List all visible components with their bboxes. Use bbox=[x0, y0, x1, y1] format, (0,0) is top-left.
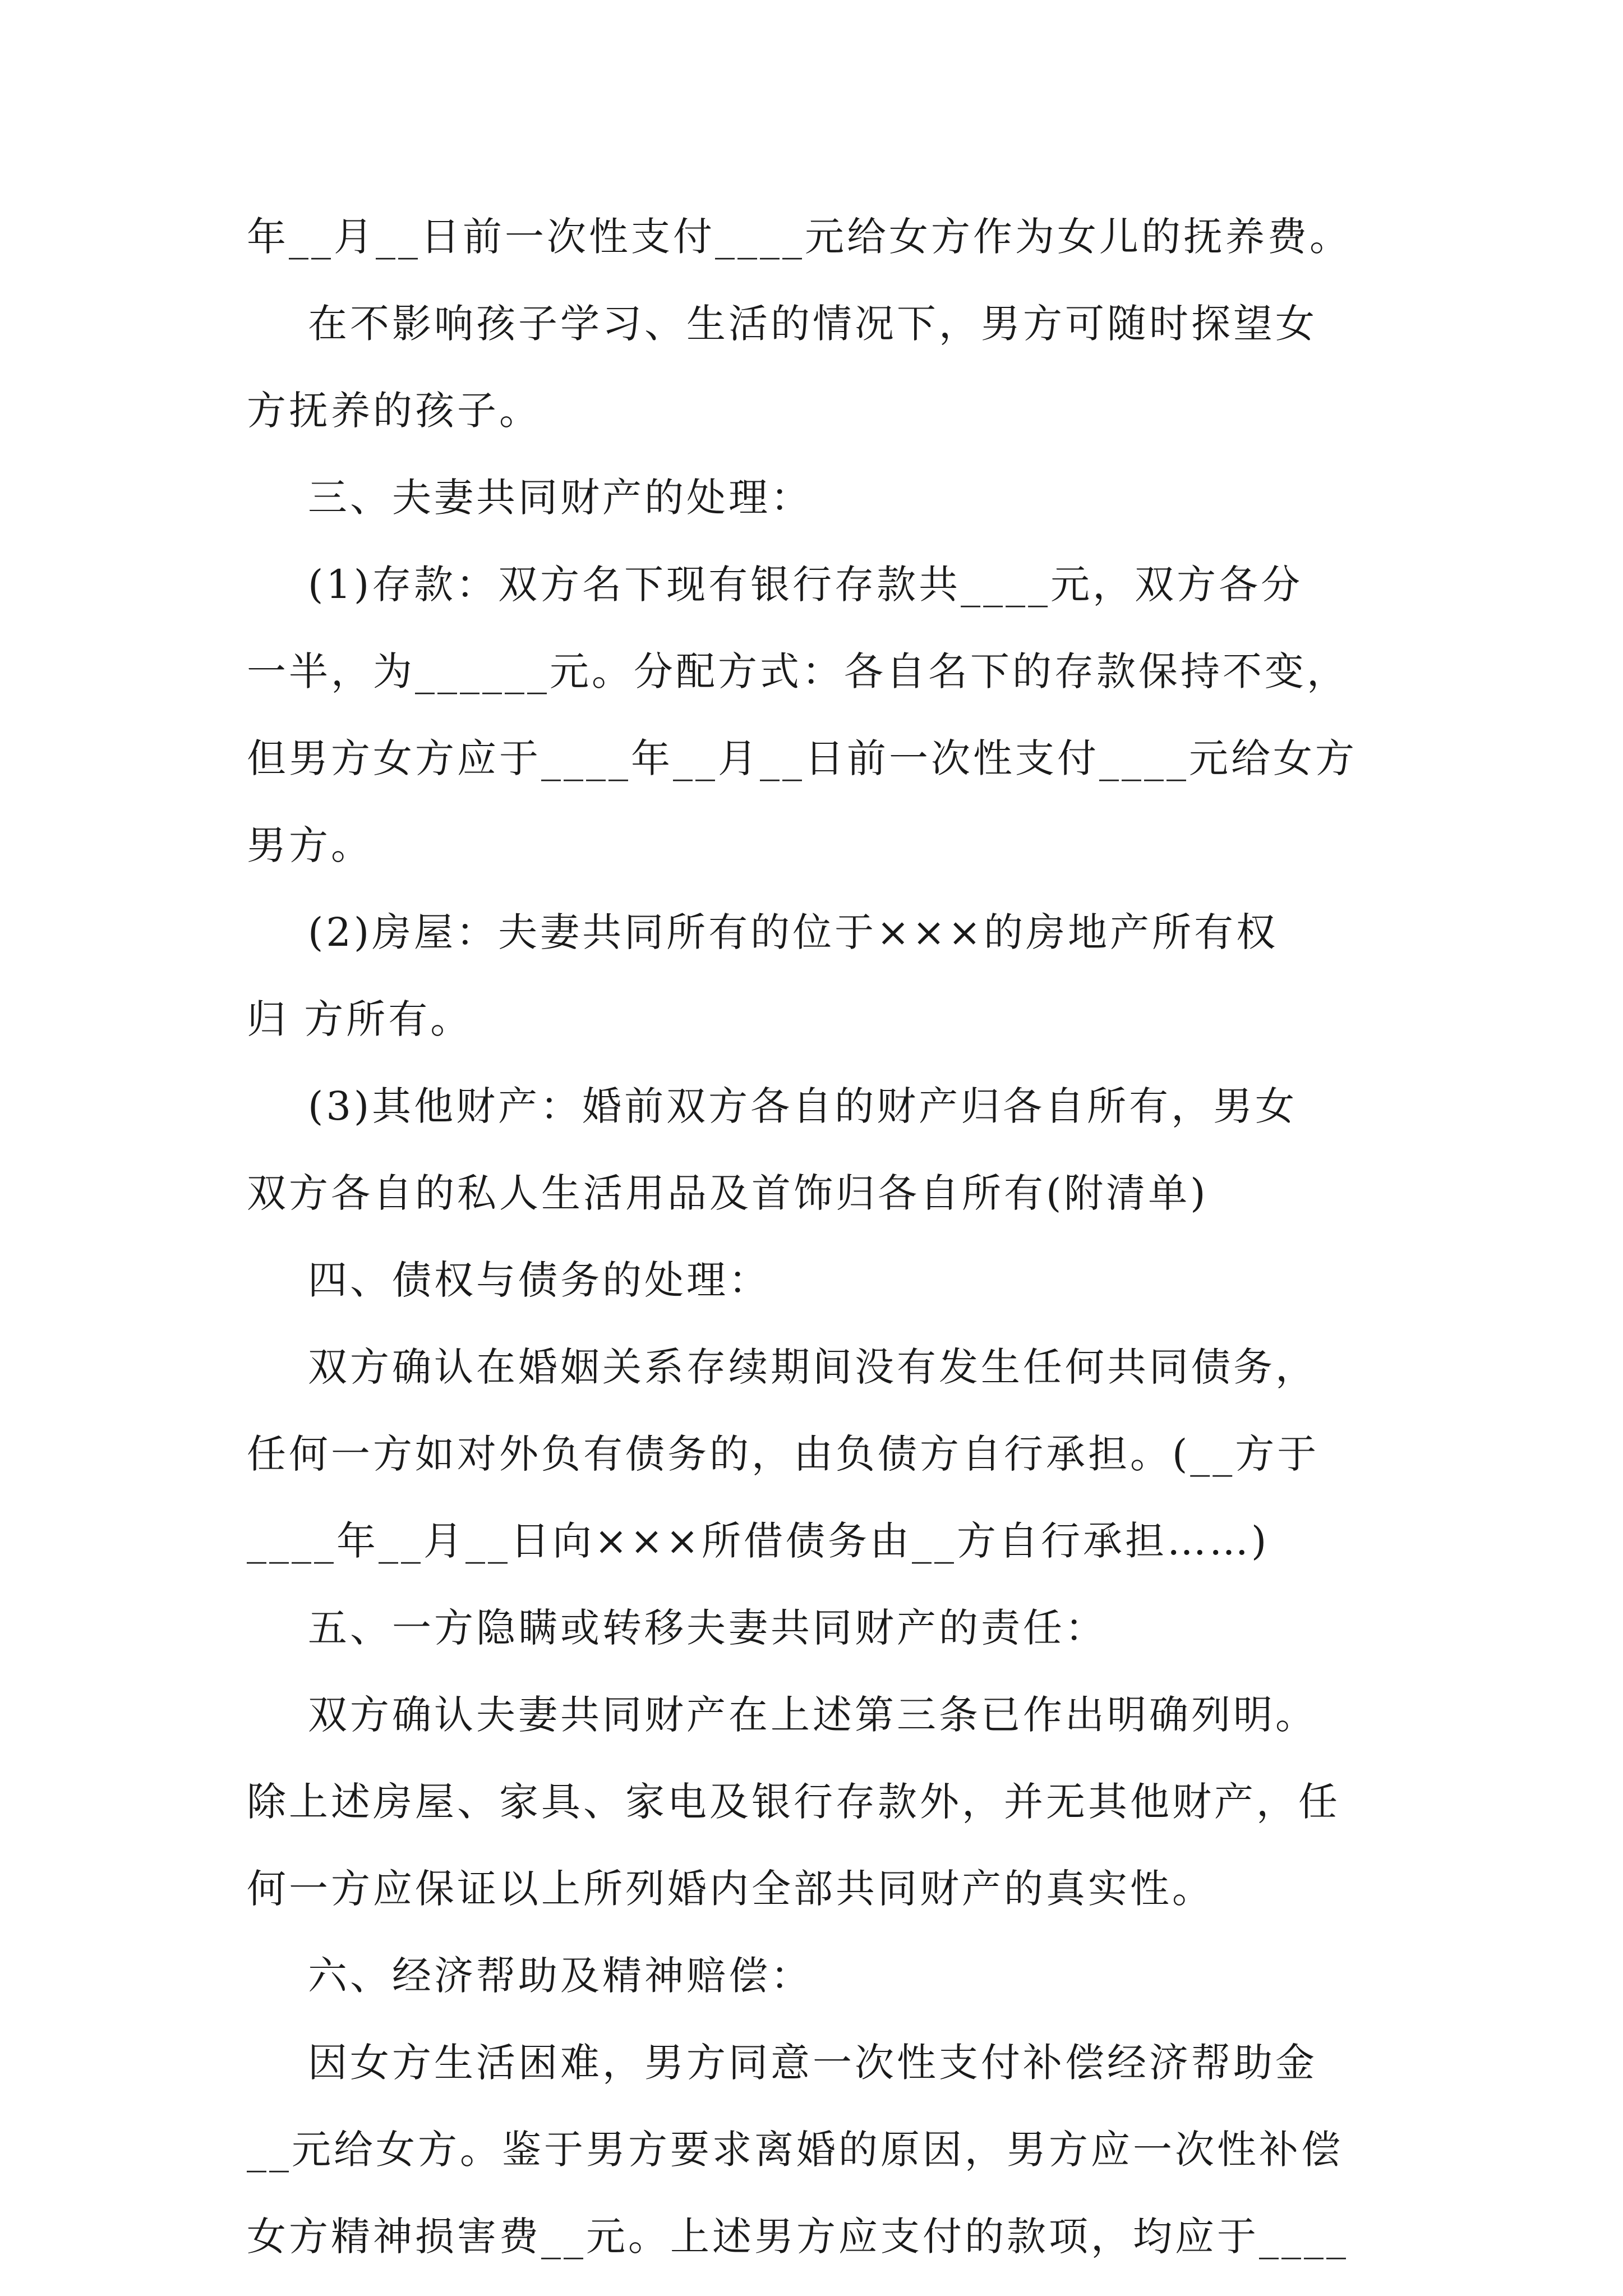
text-line: ____年__月__日向×××所借债务由__方自行承担……) bbox=[247, 1518, 1270, 1564]
section-heading: 六、经济帮助及精神赔偿： bbox=[247, 1953, 813, 1999]
section-heading: 四、债权与债务的处理： bbox=[247, 1257, 771, 1303]
text-line: 在不影响孩子学习、生活的情况下，男方可随时探望女 bbox=[247, 301, 1318, 347]
text-line: 因女方生活困难，男方同意一次性支付补偿经济帮助金 bbox=[247, 2040, 1318, 2086]
text-line: 双方各自的私人生活用品及首饰归各自所有(附清单) bbox=[247, 1170, 1209, 1216]
text-line: 除上述房屋、家具、家电及银行存款外，并无其他财产，任 bbox=[247, 1779, 1340, 1825]
text-line: 女方精神损害费__元。上述男方应支付的款项，均应于____ bbox=[247, 2214, 1349, 2260]
text-line: 双方确认夫妻共同财产在上述第三条已作出明确列明。 bbox=[247, 1692, 1318, 1738]
document-body bbox=[247, 194, 1391, 2280]
text-line: __元给女方。鉴于男方要求离婚的原因，男方应一次性补偿 bbox=[247, 2127, 1343, 2173]
text-line: 双方确认在婚姻关系存续期间没有发生任何共同债务， bbox=[247, 1344, 1318, 1390]
text-line: 归 方所有。 bbox=[247, 996, 473, 1042]
section-heading: 三、夫妻共同财产的处理： bbox=[247, 475, 813, 521]
text-line: 方抚养的孩子。 bbox=[247, 388, 541, 434]
text-line: (2)房屋：夫妻共同所有的位于×××的房地产所有权 bbox=[247, 909, 1279, 955]
text-line: 一半，为______元。分配方式：各自名下的存款保持不变， bbox=[247, 648, 1349, 694]
text-line: 任何一方如对外负有债务的，由负债方自行承担。(__方于 bbox=[247, 1431, 1320, 1477]
text-line: (1)存款：双方名下现有银行存款共____元，双方各分 bbox=[247, 562, 1303, 608]
text-line: 男方。 bbox=[247, 822, 373, 868]
text-line: (3)其他财产：婚前双方各自的财产归各自所有，男女 bbox=[247, 1083, 1298, 1129]
text-line: 但男方女方应于____年__月__日前一次性支付____元给女方 bbox=[247, 735, 1357, 781]
text-line: 年__月__日前一次性支付____元给女方作为女儿的抚养费。 bbox=[247, 214, 1352, 260]
text-line: 何一方应保证以上所列婚内全部共同财产的真实性。 bbox=[247, 1866, 1214, 1912]
section-heading: 五、一方隐瞒或转移夫妻共同财产的责任： bbox=[247, 1605, 1108, 1651]
